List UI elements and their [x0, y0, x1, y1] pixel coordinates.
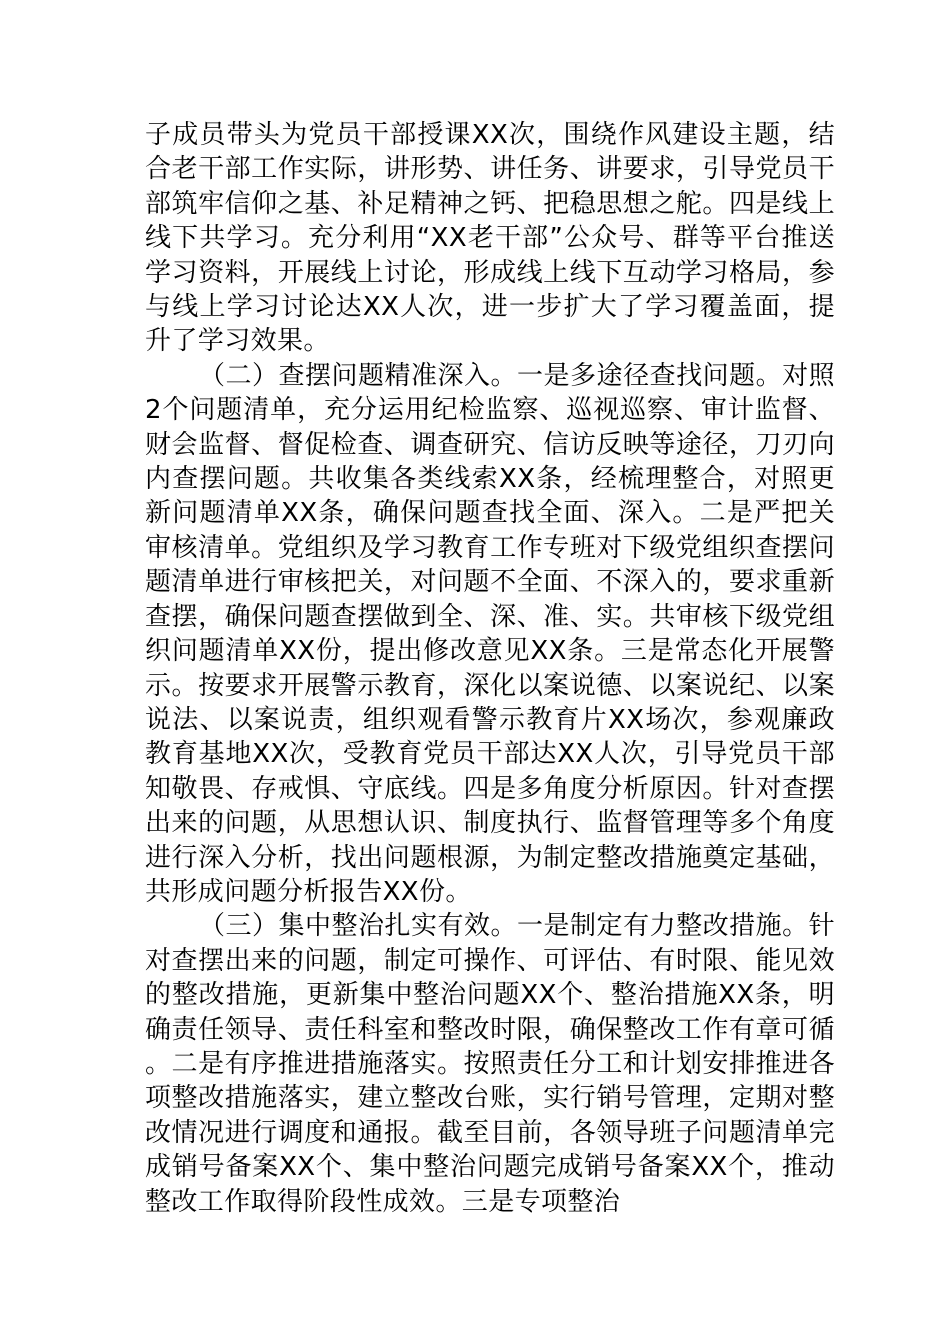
paragraph-study: 子成员带头为党员干部授课XX次，围绕作风建设主题，结合老干部工作实际，讲形势、讲任务、讲要求，引导党员干部筑牢信仰之基、补足精神之钙、把稳思想之舵。四是线上线下共学习。充分利用“XX老干部”公众号、群等平台推送学习资料，开展线上讨论，形成线上线下互动学习格局，参与线上学习讨论达XX人次，进一步扩大了学习覆盖面，提升了学习效果。: [145, 120, 835, 357]
document-page: [145, 118, 835, 1219]
paragraph-rectification: （三）集中整治扎实有效。一是制定有力整改措施。针对查摆出来的问题，制定可操作、可评估、有时限、能见效的整改措施，更新集中整治问题XX个、整治措施XX条，明确责任领导、责任科室和整改时限，确保整改工作有章可循。二是有序推进措施落实。按照责任分工和计划安排推进各项整改措施落实，建立整改台账，实行销号管理，定期对整改情况进行调度和通报。截至目前，各领导班子问题清单完成销号备案XX个、集中整治问题完成销号备案XX个，推动整改工作取得阶段性成效。三是专项整治: [145, 911, 835, 1217]
paragraph-problem-finding: （二）查摆问题精准深入。一是多途径查找问题。对照2个问题清单，充分运用纪检监察、巡视巡察、审计监督、财会监督、督促检查、调查研究、信访反映等途径，刀刃向内查摆问题。共收集各类线索XX条，经梳理整合，对照更新问题清单XX条，确保问题查找全面、深入。二是严把关审核清单。党组织及学习教育工作专班对下级党组织查摆问题清单进行审核把关，对问题不全面、不深入的，要求重新查摆，确保问题查摆做到全、深、准、实。共审核下级党组织问题清单XX份，提出修改意见XX条。三是常态化开展警示。按要求开展警示教育，深化以案说德、以案说纪、以案说法、以案说责，组织观看警示教育片XX场次，参观廉政教育基地XX次，受教育党员干部达XX人次，引导党员干部知敬畏、存戒惧、守底线。四是多角度分析原因。针对查摆出来的问题，从思想认识、制度执行、监督管理等多个角度进行深入分析，找出问题根源，为制定整改措施奠定基础，共形成问题分析报告XX份。: [145, 360, 835, 907]
